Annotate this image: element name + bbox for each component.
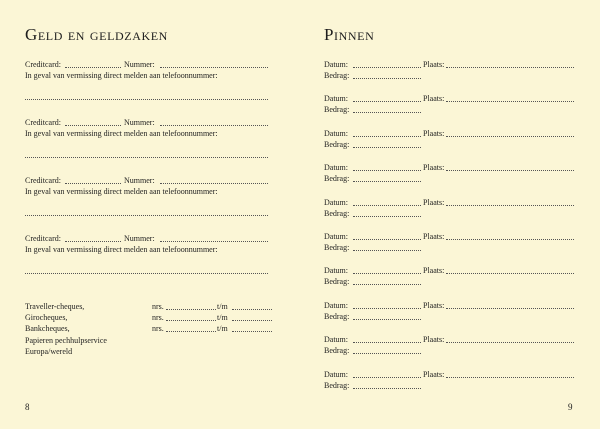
date-label: Datum: — [324, 60, 348, 69]
creditcard-label: Creditcard: — [25, 234, 61, 243]
number-label: Nummer: — [124, 176, 155, 185]
place-label: Plaats: — [423, 94, 445, 104]
page-title-pin: Pinnen — [324, 25, 375, 44]
place-field[interactable] — [446, 308, 574, 309]
loss-note: In geval van vermissing direct melden aan telefoonnummer: — [25, 245, 218, 254]
service-line-1: Papieren pechhulpservice — [25, 336, 107, 345]
phone-number-field[interactable] — [25, 157, 268, 158]
place-label: Plaats: — [423, 197, 445, 207]
place-label: Plaats: — [423, 232, 445, 241]
amount-field[interactable] — [353, 353, 421, 354]
cheque-from-field[interactable] — [166, 331, 216, 332]
phone-number-field[interactable] — [25, 99, 268, 100]
place-label: Plaats: — [423, 300, 445, 310]
amount-field[interactable] — [353, 216, 421, 217]
number-field[interactable] — [160, 241, 268, 242]
cheque-from-field[interactable] — [166, 309, 216, 310]
place-field[interactable] — [446, 136, 574, 137]
number-field[interactable] — [160, 67, 268, 68]
amount-label: Bedrag: — [324, 139, 350, 149]
amount-label: Bedrag: — [324, 71, 350, 80]
place-field[interactable] — [446, 239, 574, 240]
number-label: Nummer: — [124, 118, 155, 127]
loss-note: In geval van vermissing direct melden aan telefoonnummer: — [25, 187, 218, 196]
date-field[interactable] — [353, 170, 421, 171]
place-field[interactable] — [446, 273, 574, 274]
cheque-tm-label: t/m — [217, 324, 228, 333]
amount-label: Bedrag: — [324, 243, 350, 252]
service-line-2: Europa/wereld — [25, 347, 73, 356]
place-field[interactable] — [446, 170, 574, 171]
date-field[interactable] — [353, 273, 421, 274]
cheque-nrs-label: nrs. — [152, 302, 164, 311]
cheque-to-field[interactable] — [232, 309, 272, 310]
amount-field[interactable] — [353, 250, 421, 251]
cheque-type-label: Traveller-cheques, — [25, 302, 85, 311]
amount-label: Bedrag: — [324, 380, 350, 390]
creditcard-label: Creditcard: — [25, 60, 61, 69]
place-label: Plaats: — [423, 163, 445, 173]
cheque-type-label: Bankcheques, — [25, 324, 70, 333]
date-label: Datum: — [324, 163, 348, 173]
amount-label: Bedrag: — [324, 346, 350, 356]
date-label: Datum: — [324, 369, 348, 379]
date-field[interactable] — [353, 342, 421, 343]
creditcard-field[interactable] — [65, 125, 121, 126]
date-field[interactable] — [353, 101, 421, 102]
creditcard-field[interactable] — [65, 67, 121, 68]
loss-note: In geval van vermissing direct melden aan telefoonnummer: — [25, 71, 218, 80]
cheque-nrs-label: nrs. — [152, 324, 164, 333]
date-label: Datum: — [324, 300, 348, 310]
amount-field[interactable] — [353, 112, 421, 113]
cheque-type-label: Girocheques, — [25, 313, 68, 322]
place-field[interactable] — [446, 377, 574, 378]
date-field[interactable] — [353, 205, 421, 206]
number-label: Nummer: — [124, 234, 155, 243]
date-label: Datum: — [324, 197, 348, 207]
amount-field[interactable] — [353, 78, 421, 79]
date-field[interactable] — [353, 67, 421, 68]
number-field[interactable] — [160, 125, 268, 126]
amount-field[interactable] — [353, 388, 421, 389]
date-field[interactable] — [353, 136, 421, 137]
page-number-left: 8 — [25, 402, 30, 412]
place-label: Plaats: — [423, 60, 445, 69]
date-label: Datum: — [324, 335, 348, 345]
place-label: Plaats: — [423, 369, 445, 379]
page-number-right: 9 — [568, 402, 573, 412]
cheque-from-field[interactable] — [166, 320, 216, 321]
cheque-to-field[interactable] — [232, 331, 272, 332]
date-label: Datum: — [324, 232, 348, 241]
number-field[interactable] — [160, 183, 268, 184]
number-label: Nummer: — [124, 60, 155, 69]
date-label: Datum: — [324, 94, 348, 104]
date-field[interactable] — [353, 377, 421, 378]
cheque-nrs-label: nrs. — [152, 313, 164, 322]
place-label: Plaats: — [423, 128, 445, 138]
place-label: Plaats: — [423, 335, 445, 345]
place-label: Plaats: — [423, 266, 445, 276]
amount-label: Bedrag: — [324, 311, 350, 321]
place-field[interactable] — [446, 67, 574, 68]
date-field[interactable] — [353, 239, 421, 240]
cheque-tm-label: t/m — [217, 313, 228, 322]
amount-label: Bedrag: — [324, 208, 350, 218]
phone-number-field[interactable] — [25, 215, 268, 216]
place-field[interactable] — [446, 342, 574, 343]
place-field[interactable] — [446, 205, 574, 206]
creditcard-field[interactable] — [65, 183, 121, 184]
creditcard-field[interactable] — [65, 241, 121, 242]
cheque-to-field[interactable] — [232, 320, 272, 321]
loss-note: In geval van vermissing direct melden aan telefoonnummer: — [25, 129, 218, 138]
amount-label: Bedrag: — [324, 277, 350, 287]
place-field[interactable] — [446, 101, 574, 102]
amount-field[interactable] — [353, 284, 421, 285]
creditcard-label: Creditcard: — [25, 118, 61, 127]
right-page — [300, 0, 600, 429]
amount-field[interactable] — [353, 147, 421, 148]
date-label: Datum: — [324, 266, 348, 276]
page-title-money: Geld en geldzaken — [25, 25, 168, 44]
cheque-tm-label: t/m — [217, 302, 228, 311]
creditcard-label: Creditcard: — [25, 176, 61, 185]
amount-field[interactable] — [353, 181, 421, 182]
date-label: Datum: — [324, 128, 348, 138]
amount-label: Bedrag: — [324, 174, 350, 184]
phone-number-field[interactable] — [25, 273, 268, 274]
amount-label: Bedrag: — [324, 105, 350, 115]
amount-field[interactable] — [353, 319, 421, 320]
date-field[interactable] — [353, 308, 421, 309]
